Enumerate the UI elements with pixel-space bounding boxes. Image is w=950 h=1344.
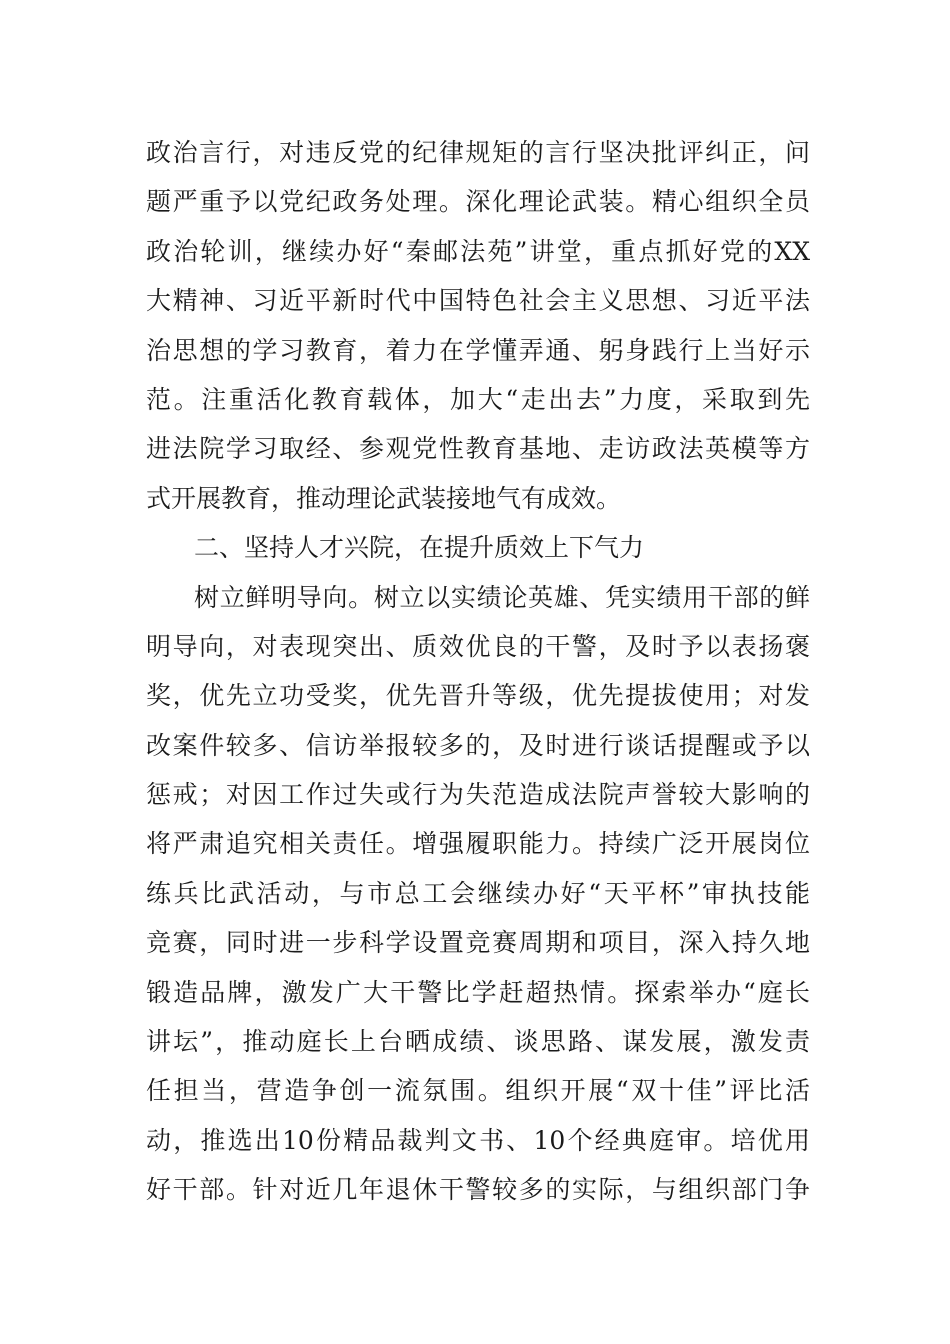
text-line: 大精神、习近平新时代中国特色社会主义思想、习近平法	[146, 286, 810, 316]
text-line: 惩戒；对因工作过失或行为失范造成法院声誉较大影响的	[146, 780, 810, 810]
text-line: 进法院学习取经、参观党性教育基地、走访政法英模等方	[146, 434, 810, 464]
section-heading	[146, 523, 810, 572]
text-line: 政治言行，对违反党的纪律规矩的言行坚决批评纠正，问	[146, 138, 810, 167]
text-line: 任担当，营造争创一流氛围。组织开展“双十佳”评比活	[146, 1076, 810, 1106]
text-line: 讲坛”，推动庭长上台晒成绩、谈思路、谋发展，激发责	[146, 1027, 810, 1057]
text-line: 题严重予以党纪政务处理。深化理论武装。精心组织全员	[146, 187, 810, 217]
heading-text: 二、坚持人才兴院，在提升质效上下气力	[194, 533, 645, 563]
text-line: 治思想的学习教育，着力在学懂弄通、躬身践行上当好示	[146, 335, 810, 365]
text-line: 练兵比武活动，与市总工会继续办好“天平杯”审执技能	[146, 878, 810, 908]
text-line: 好干部。针对近几年退休干警较多的实际，与组织部门争	[146, 1175, 810, 1205]
text-line: 政治轮训，继续办好“秦邮法苑”讲堂，重点抓好党的XX	[146, 236, 810, 266]
paragraph-continued	[146, 128, 810, 523]
text-line: 动，推选出10份精品裁判文书、10个经典庭审。培优用	[146, 1125, 810, 1155]
text-line: 奖，优先立功受奖，优先晋升等级，优先提拔使用；对发	[146, 681, 810, 711]
text-line: 将严肃追究相关责任。增强履职能力。持续广泛开展岗位	[146, 829, 810, 859]
text-line: 竞赛，同时进一步科学设置竞赛周期和项目，深入持久地	[146, 928, 810, 958]
text-line: 树立鲜明导向。树立以实绩论英雄、凭实绩用干部的鲜	[194, 582, 810, 612]
text-line: 明导向，对表现突出、质效优良的干警，及时予以表扬褒	[146, 631, 810, 661]
text-line: 改案件较多、信访举报较多的，及时进行谈话提醒或予以	[146, 730, 810, 760]
text-line: 范。注重活化教育载体，加大“走出去”力度，采取到先	[146, 384, 810, 414]
text-line: 式开展教育，推动理论武装接地气有成效。	[146, 483, 622, 513]
text-line: 锻造品牌，激发广大干警比学赶超热情。探索举办“庭长	[146, 977, 810, 1007]
paragraph-talent	[146, 573, 810, 1215]
document-body	[146, 128, 810, 1215]
